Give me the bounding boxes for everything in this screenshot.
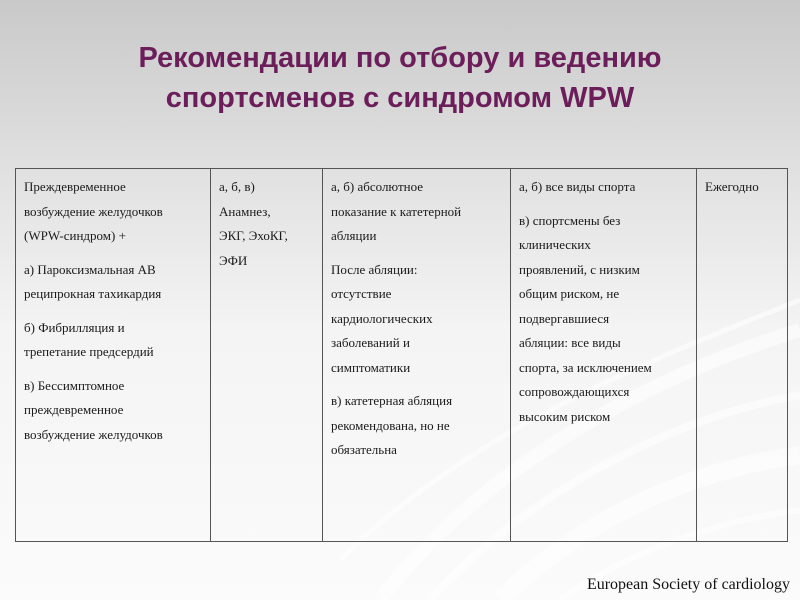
cell-text-line: высоким риском [519, 408, 611, 424]
cell-text-line: (WPW-синдром) + [24, 228, 126, 243]
cell-text-line: б) Фибрилляция и [24, 319, 125, 335]
cell-text-line: отсутствие [331, 286, 392, 301]
cell-text-line: преждевременное [24, 402, 124, 417]
table-row [16, 169, 788, 542]
cell-text-line: показание к катетерной [331, 203, 462, 219]
cell-text-line: трепетание предсердий [24, 344, 154, 359]
cell-text-line: возбуждение желудочков [24, 203, 163, 219]
cell-text-line: ЭКГ, ЭхоКГ, [219, 228, 288, 243]
cell-text-line: сопровождающихся [519, 384, 630, 399]
cell-text-line: После абляции: [331, 261, 418, 277]
title-line-2: спортсменов с синдромом WPW [165, 82, 635, 114]
cell-text-line: ЭФИ [219, 252, 248, 268]
cell-text-line: а, б) абсолютное [331, 179, 424, 194]
cell-text-line: симптоматики [331, 359, 411, 375]
cell-text-line: проявлений, с низким [519, 261, 640, 277]
cell-text-line: в) спортсмены без [519, 212, 621, 228]
cell-text-line: реципрокная тахикардия [24, 286, 162, 301]
cell-text-line: в) Бессимптомное [24, 377, 125, 393]
cell-text-line: возбуждение желудочков [24, 426, 163, 442]
cell-text-line: Преждевременное [24, 179, 126, 194]
cell-text-line: общим риском, не [519, 286, 620, 301]
source-caption: European Society of cardiology [586, 576, 790, 593]
table-cell-sports-allowed [511, 169, 697, 542]
title-line-1: Рекомендации по отбору и ведению [138, 42, 662, 74]
cell-text-line: Анамнез, [219, 203, 271, 219]
cell-text-line: в) катетерная абляция [331, 393, 453, 408]
cell-text-line: абляции: все виды [519, 335, 621, 350]
cell-text-line: а, б, в) [219, 179, 255, 194]
cell-text-line: рекомендована, но не [331, 417, 450, 433]
recommendations-table [15, 168, 788, 542]
cell-text-line: Ежегодно [705, 179, 759, 194]
table-cell-condition [16, 169, 211, 542]
cell-text-line: заболеваний и [331, 335, 410, 350]
cell-text-line: обязательна [331, 442, 397, 457]
cell-text-line: а) Пароксизмальная АВ [24, 261, 156, 277]
cell-text-line: абляции [331, 228, 377, 243]
cell-text-line: кардиологических [331, 310, 433, 326]
cell-text-line: а, б) все виды спорта [519, 179, 636, 194]
page-title [0, 38, 800, 118]
cell-text-line: спорта, за исключением [519, 359, 652, 375]
table-cell-diagnostics [211, 169, 323, 542]
cell-text-line: клинических [519, 237, 591, 252]
table-cell-follow-up [697, 169, 788, 542]
table-cell-treatment [323, 169, 511, 542]
cell-text-line: подвергавшиеся [519, 310, 610, 326]
